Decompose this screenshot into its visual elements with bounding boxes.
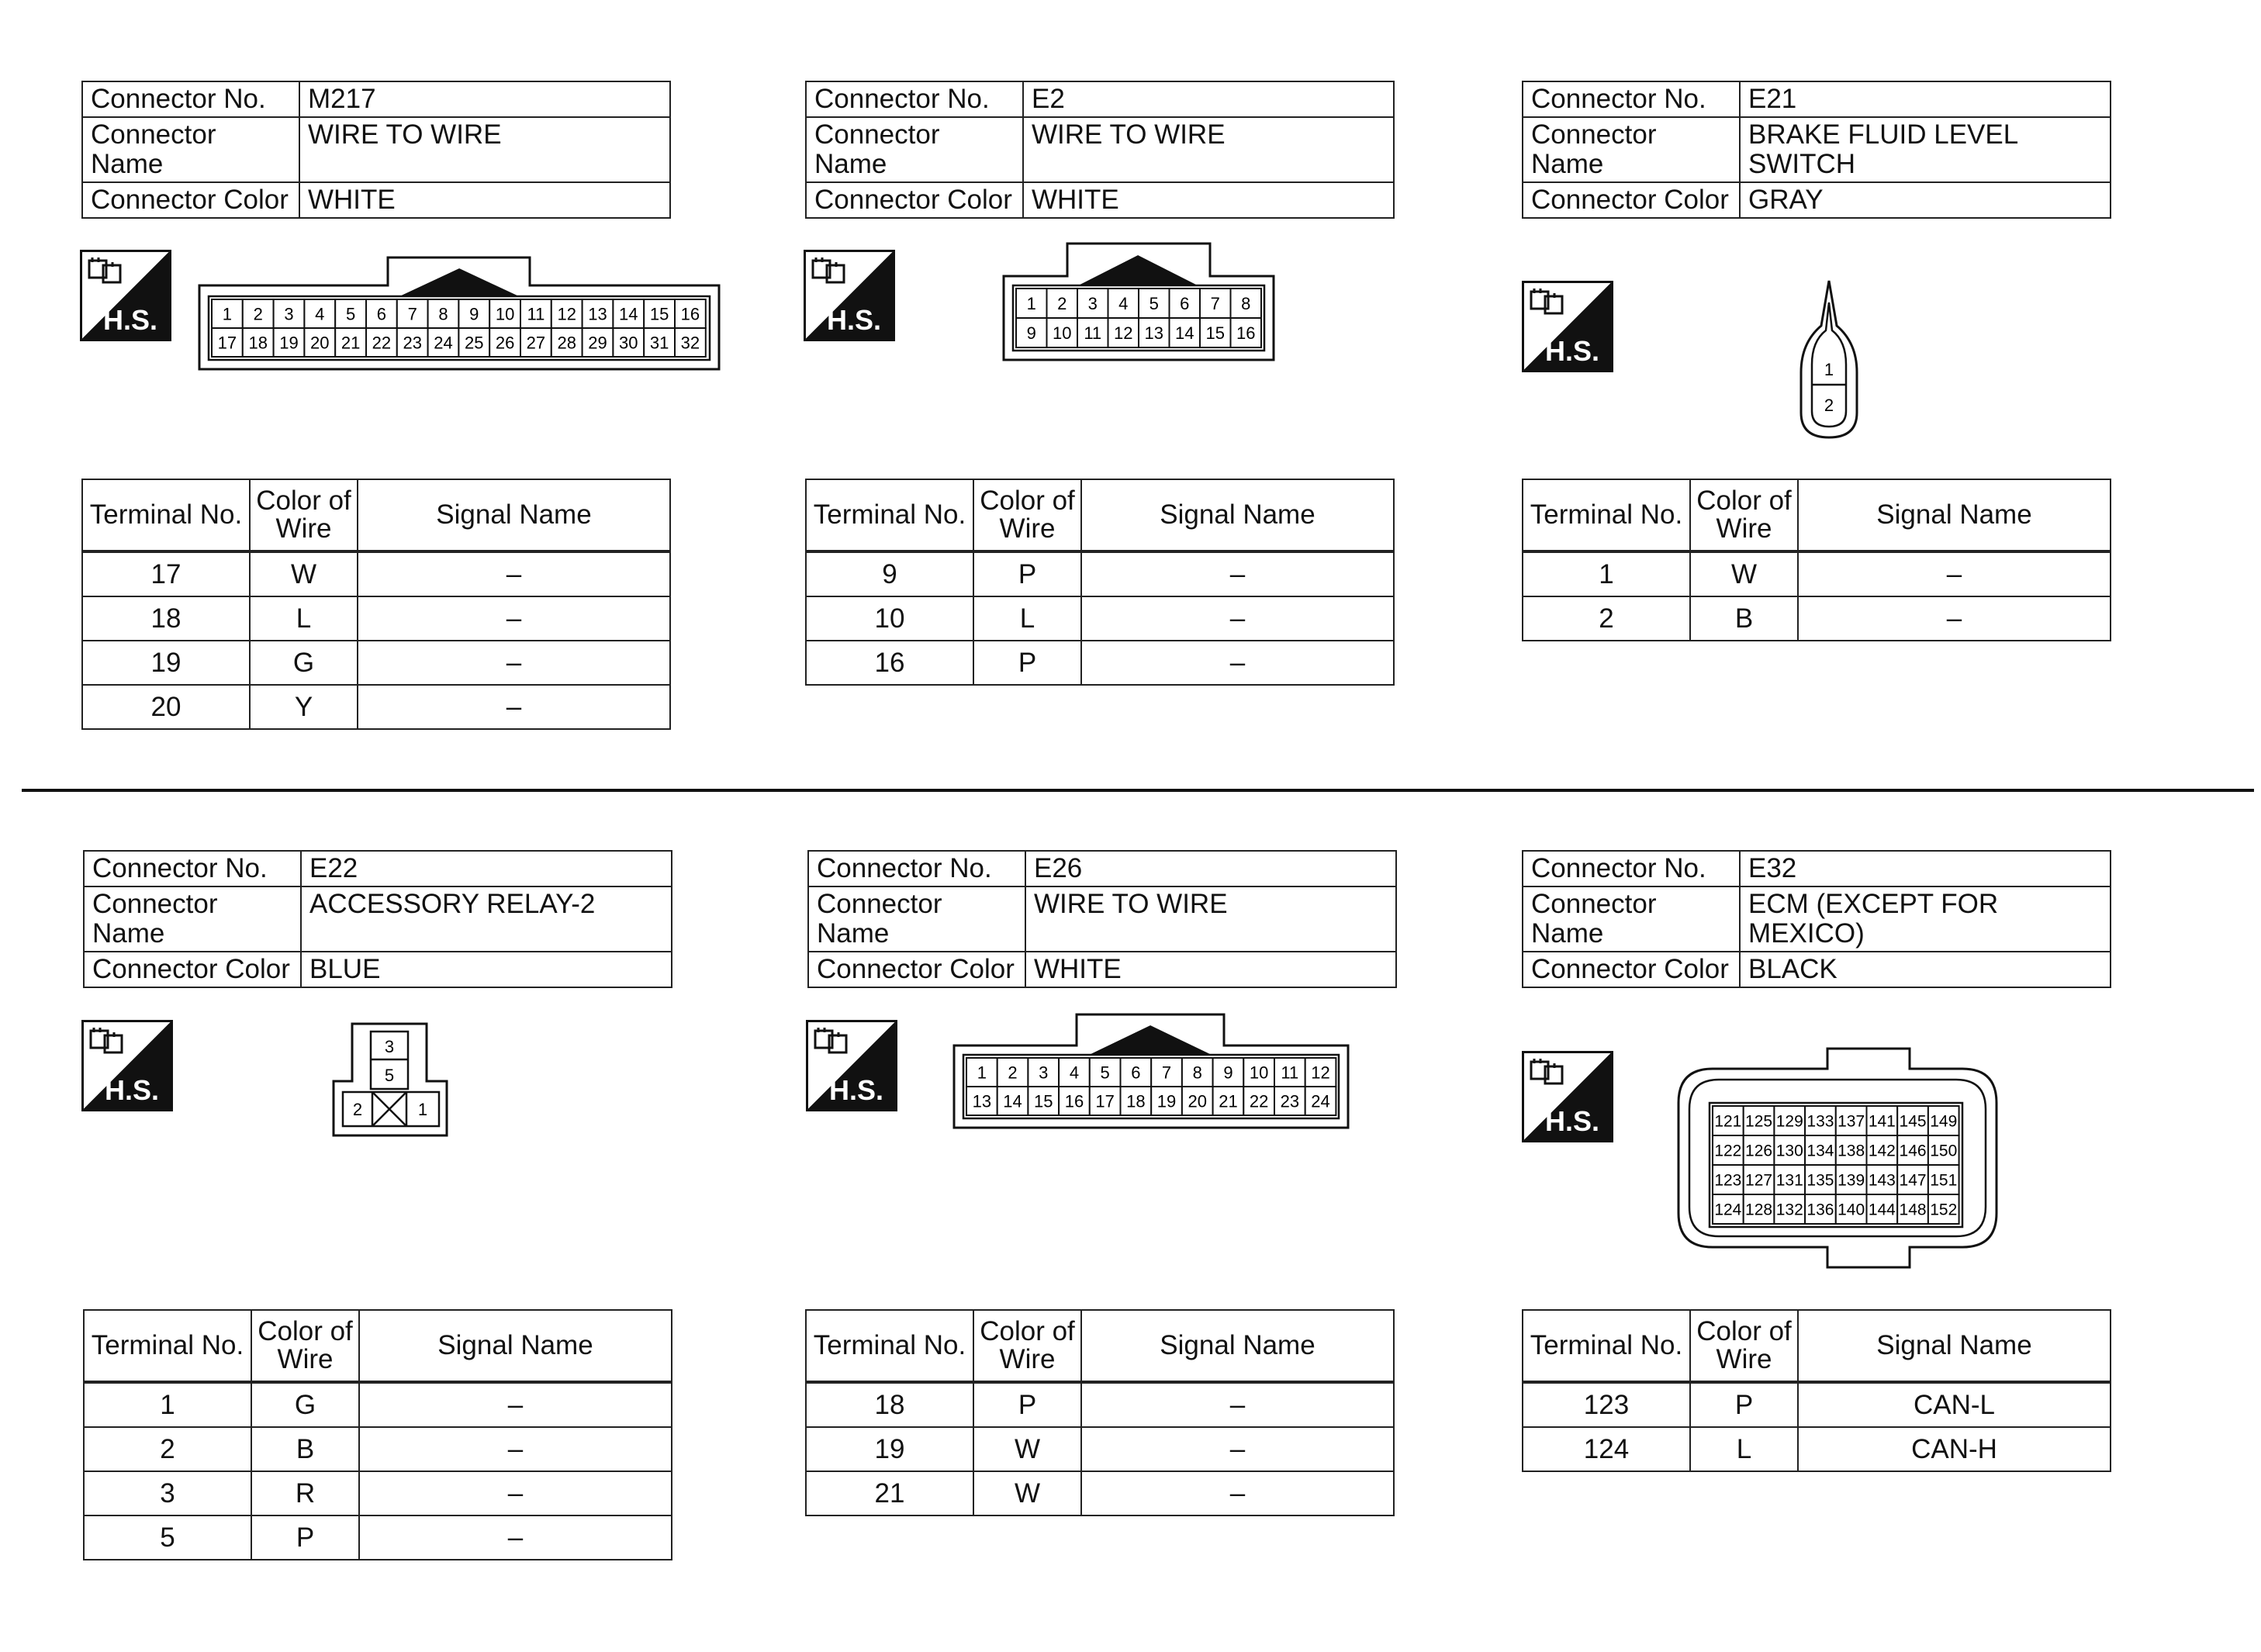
pin-label: 145 xyxy=(1899,1112,1927,1131)
connector-no-label: Connector No. xyxy=(1523,81,1740,117)
pin-label: 1 xyxy=(417,1100,428,1119)
pin-label: 21 xyxy=(1219,1091,1238,1111)
signal-name-header: Signal Name xyxy=(1081,1310,1394,1382)
connector-info-table xyxy=(807,850,1397,988)
pin-label: 138 xyxy=(1837,1142,1865,1160)
pin-label: 150 xyxy=(1930,1142,1958,1160)
pin-label: 1 xyxy=(1824,360,1834,379)
table-row: 18 L – xyxy=(82,596,670,641)
pin-label: 14 xyxy=(1003,1091,1022,1111)
connector-no-value: E22 xyxy=(301,851,672,886)
connector-no-label: Connector No. xyxy=(806,81,1023,117)
pin-label: 6 xyxy=(1180,293,1190,313)
pin-label: 15 xyxy=(1205,323,1225,343)
pin-label: 10 xyxy=(495,304,515,324)
terminal-no-header: Terminal No. xyxy=(1523,479,1690,551)
connector-panel-e21 xyxy=(1522,81,2111,219)
connector-face-m217 xyxy=(198,256,721,372)
signal-name-header: Signal Name xyxy=(358,479,670,551)
pin-label: 5 xyxy=(345,304,356,324)
pin-label: 6 xyxy=(376,304,387,324)
pin-label: 139 xyxy=(1837,1171,1865,1190)
svg-text:H.S.: H.S. xyxy=(102,304,157,336)
pin-label: 3 xyxy=(1039,1063,1049,1083)
pin-label: 141 xyxy=(1868,1112,1896,1131)
pin-label: 22 xyxy=(1249,1091,1269,1111)
pin-label: 27 xyxy=(526,333,546,353)
harness-side-icon xyxy=(804,250,895,341)
pin-label: 11 xyxy=(1281,1063,1299,1083)
pin-label: 3 xyxy=(284,304,294,324)
pin-label: 19 xyxy=(1156,1091,1177,1111)
connector-info-table xyxy=(805,81,1395,219)
pin-label: 16 xyxy=(680,304,700,324)
table-row: 124 L CAN-H xyxy=(1523,1427,2111,1471)
connector-info-table xyxy=(1522,850,2111,988)
table-row: 2 B – xyxy=(84,1427,672,1471)
pin-label: 14 xyxy=(1175,323,1194,343)
connector-name-label: Connector Name xyxy=(806,117,1023,182)
signal-name-header: Signal Name xyxy=(359,1310,672,1382)
terminal-table-e32 xyxy=(1522,1309,2111,1472)
pin-label: 123 xyxy=(1714,1171,1742,1190)
connector-color-label: Connector Color xyxy=(82,182,299,218)
color-of-wire-header: Color of Wire xyxy=(973,479,1081,551)
pin-label: 22 xyxy=(372,333,392,353)
harness-side-icon xyxy=(1522,281,1613,372)
pin-label: 29 xyxy=(588,333,607,353)
connector-info-table xyxy=(1522,81,2111,219)
pin-label: 17 xyxy=(217,333,237,353)
pin-label: 122 xyxy=(1714,1142,1742,1160)
pin-label: 7 xyxy=(407,304,417,324)
pin-label: 9 xyxy=(1026,323,1036,343)
pin-label: 24 xyxy=(1311,1091,1330,1111)
pin-label: 15 xyxy=(649,304,669,324)
connector-info-table xyxy=(81,81,671,219)
pin-label: 8 xyxy=(1192,1063,1202,1083)
pin-label: 13 xyxy=(588,304,607,324)
pin-label: 8 xyxy=(1241,293,1251,313)
connector-color-value: GRAY xyxy=(1740,182,2111,218)
terminal-table-e21 xyxy=(1522,479,2111,641)
connector-no-value: M217 xyxy=(299,81,670,117)
svg-text:H.S.: H.S. xyxy=(828,1074,883,1106)
connector-color-label: Connector Color xyxy=(84,952,301,987)
pin-label: 132 xyxy=(1775,1201,1803,1219)
pin-label: 9 xyxy=(469,304,479,324)
connector-color-label: Connector Color xyxy=(806,182,1023,218)
connector-no-value: E26 xyxy=(1025,851,1396,886)
pin-label: 14 xyxy=(619,304,638,324)
pin-label: 15 xyxy=(1034,1091,1053,1111)
pin-label: 2 xyxy=(1057,293,1067,313)
table-row: 5 P – xyxy=(84,1515,672,1560)
connector-color-value: WHITE xyxy=(1025,952,1396,987)
table-row: 1 G – xyxy=(84,1382,672,1427)
pin-label: 21 xyxy=(341,333,361,353)
harness-side-icon xyxy=(1522,1051,1613,1142)
connector-name-label: Connector Name xyxy=(82,117,299,182)
signal-name-header: Signal Name xyxy=(1081,479,1394,551)
pin-label: 4 xyxy=(1069,1063,1080,1083)
pin-label: 10 xyxy=(1053,323,1072,343)
connector-name-label: Connector Name xyxy=(84,886,301,952)
pin-label: 28 xyxy=(557,333,576,353)
connector-panel-m217 xyxy=(81,81,671,219)
connector-no-value: E2 xyxy=(1023,81,1394,117)
connector-no-value: E32 xyxy=(1740,851,2111,886)
pin-label: 12 xyxy=(1311,1063,1330,1083)
table-row: 10 L – xyxy=(806,596,1394,641)
connector-name-value: ACCESSORY RELAY-2 xyxy=(301,886,672,952)
pin-label: 135 xyxy=(1806,1171,1834,1190)
pin-label: 12 xyxy=(557,304,576,324)
pin-label: 149 xyxy=(1930,1112,1958,1131)
color-of-wire-header: Color of Wire xyxy=(251,1310,359,1382)
harness-side-icon xyxy=(80,250,171,341)
pin-label: 124 xyxy=(1714,1201,1742,1219)
pin-label: 131 xyxy=(1775,1171,1803,1190)
table-row: 21 W – xyxy=(806,1471,1394,1515)
pin-label: 13 xyxy=(1144,323,1163,343)
connector-name-value: BRAKE FLUID LEVEL SWITCH xyxy=(1740,117,2111,182)
pin-label: 127 xyxy=(1745,1171,1773,1190)
connector-name-label: Connector Name xyxy=(808,886,1025,952)
connector-name-value: WIRE TO WIRE xyxy=(1023,117,1394,182)
svg-text:H.S.: H.S. xyxy=(1544,335,1599,367)
pin-label: 146 xyxy=(1899,1142,1927,1160)
pin-label: 130 xyxy=(1775,1142,1803,1160)
pin-label: 25 xyxy=(465,333,484,353)
pin-label: 144 xyxy=(1868,1201,1896,1219)
pin-label: 148 xyxy=(1899,1201,1927,1219)
color-of-wire-header: Color of Wire xyxy=(1690,479,1798,551)
terminal-no-header: Terminal No. xyxy=(806,479,973,551)
connector-color-value: BLUE xyxy=(301,952,672,987)
pin-label: 19 xyxy=(279,333,299,353)
connector-color-value: WHITE xyxy=(1023,182,1394,218)
harness-side-icon xyxy=(81,1020,173,1111)
table-row: 16 P – xyxy=(806,641,1394,685)
pin-label: 17 xyxy=(1095,1091,1115,1111)
pin-label: 136 xyxy=(1806,1201,1834,1219)
pin-label: 26 xyxy=(495,333,515,353)
table-row: 19 G – xyxy=(82,641,670,685)
connector-color-label: Connector Color xyxy=(808,952,1025,987)
pin-label: 133 xyxy=(1806,1112,1834,1131)
connector-no-label: Connector No. xyxy=(82,81,299,117)
connector-color-value: BLACK xyxy=(1740,952,2111,987)
table-row: 123 P CAN-L xyxy=(1523,1382,2111,1427)
pin-label: 20 xyxy=(1188,1091,1207,1111)
pin-label: 140 xyxy=(1837,1201,1865,1219)
pin-label: 5 xyxy=(384,1066,395,1085)
color-of-wire-header: Color of Wire xyxy=(250,479,358,551)
connector-name-value: WIRE TO WIRE xyxy=(299,117,670,182)
pin-label: 128 xyxy=(1745,1201,1773,1219)
pin-label: 143 xyxy=(1868,1171,1896,1190)
pin-label: 1 xyxy=(977,1063,987,1083)
pin-label: 11 xyxy=(1084,323,1102,343)
pin-label: 121 xyxy=(1714,1112,1742,1131)
pin-label: 16 xyxy=(1236,323,1256,343)
pin-label: 4 xyxy=(315,304,325,324)
pin-label: 1 xyxy=(1026,293,1036,313)
connector-no-value: E21 xyxy=(1740,81,2111,117)
terminal-no-header: Terminal No. xyxy=(806,1310,973,1382)
pin-label: 3 xyxy=(384,1037,395,1056)
pin-label: 147 xyxy=(1899,1171,1927,1190)
table-row: 18 P – xyxy=(806,1382,1394,1427)
pin-label: 7 xyxy=(1210,293,1220,313)
connector-info-table xyxy=(83,850,672,988)
connector-face-e22 xyxy=(332,1022,448,1137)
connector-panel-e22 xyxy=(83,850,672,988)
pin-label: 8 xyxy=(438,304,448,324)
table-row: 20 Y – xyxy=(82,685,670,729)
pin-label: 151 xyxy=(1930,1171,1958,1190)
pin-label: 1 xyxy=(222,304,233,324)
pin-label: 4 xyxy=(1118,293,1129,313)
pin-label: 31 xyxy=(649,333,669,353)
pin-label: 2 xyxy=(352,1100,363,1119)
section-divider xyxy=(22,789,2254,792)
pin-label: 134 xyxy=(1806,1142,1834,1160)
svg-text:H.S.: H.S. xyxy=(1544,1105,1599,1137)
terminal-no-header: Terminal No. xyxy=(82,479,250,551)
pin-label: 32 xyxy=(680,333,700,353)
connector-no-label: Connector No. xyxy=(84,851,301,886)
pin-label: 11 xyxy=(527,304,545,324)
connector-color-value: WHITE xyxy=(299,182,670,218)
table-row: 17 W – xyxy=(82,551,670,596)
table-row: 19 W – xyxy=(806,1427,1394,1471)
table-row: 9 P – xyxy=(806,551,1394,596)
pin-label: 5 xyxy=(1149,293,1159,313)
pin-label: 20 xyxy=(310,333,330,353)
pin-label: 5 xyxy=(1100,1063,1110,1083)
pin-label: 23 xyxy=(403,333,422,353)
pin-label: 2 xyxy=(1824,396,1834,415)
connector-face-e32 xyxy=(1675,1047,2001,1272)
svg-text:H.S.: H.S. xyxy=(826,304,881,336)
terminal-table-m217 xyxy=(81,479,671,730)
pin-label: 23 xyxy=(1280,1091,1300,1111)
pin-label: 16 xyxy=(1064,1091,1084,1111)
connector-no-label: Connector No. xyxy=(808,851,1025,886)
connector-face-e21 xyxy=(1798,279,1860,442)
pin-label: 18 xyxy=(1126,1091,1146,1111)
connector-face-e26 xyxy=(952,1013,1350,1131)
pin-label: 6 xyxy=(1131,1063,1141,1083)
signal-name-header: Signal Name xyxy=(1798,1310,2111,1382)
pin-label: 13 xyxy=(972,1091,992,1111)
terminal-table-e26 xyxy=(805,1309,1395,1516)
table-row: 3 R – xyxy=(84,1471,672,1515)
pin-label: 137 xyxy=(1837,1112,1865,1131)
pin-label: 142 xyxy=(1868,1142,1896,1160)
pin-label: 3 xyxy=(1087,293,1098,313)
table-row: 2 B – xyxy=(1523,596,2111,641)
pin-label: 7 xyxy=(1161,1063,1172,1083)
connector-panel-e32 xyxy=(1522,850,2111,988)
pin-label: 152 xyxy=(1930,1201,1958,1219)
pin-label: 24 xyxy=(434,333,453,353)
color-of-wire-header: Color of Wire xyxy=(973,1310,1081,1382)
connector-name-value: WIRE TO WIRE xyxy=(1025,886,1396,952)
pin-label: 18 xyxy=(248,333,268,353)
connector-color-label: Connector Color xyxy=(1523,182,1740,218)
pin-label: 125 xyxy=(1745,1112,1773,1131)
connector-color-label: Connector Color xyxy=(1523,952,1740,987)
signal-name-header: Signal Name xyxy=(1798,479,2111,551)
svg-text:H.S.: H.S. xyxy=(104,1074,159,1106)
connector-name-value: ECM (EXCEPT FOR MEXICO) xyxy=(1740,886,2111,952)
pin-label: 30 xyxy=(619,333,638,353)
terminal-no-header: Terminal No. xyxy=(1523,1310,1690,1382)
pin-label: 126 xyxy=(1745,1142,1773,1160)
table-row: 1 W – xyxy=(1523,551,2111,596)
terminal-no-header: Terminal No. xyxy=(84,1310,251,1382)
pin-label: 2 xyxy=(253,304,263,324)
color-of-wire-header: Color of Wire xyxy=(1690,1310,1798,1382)
connector-face-e2 xyxy=(1002,242,1275,363)
harness-side-icon xyxy=(806,1020,897,1111)
pin-label: 2 xyxy=(1008,1063,1018,1083)
pin-label: 12 xyxy=(1114,323,1133,343)
pin-label: 9 xyxy=(1223,1063,1233,1083)
connector-panel-e2 xyxy=(805,81,1395,219)
connector-panel-e26 xyxy=(807,850,1397,988)
connector-no-label: Connector No. xyxy=(1523,851,1740,886)
terminal-table-e22 xyxy=(83,1309,672,1560)
connector-name-label: Connector Name xyxy=(1523,886,1740,952)
connector-name-label: Connector Name xyxy=(1523,117,1740,182)
pin-label: 129 xyxy=(1775,1112,1803,1131)
pin-label: 10 xyxy=(1249,1063,1269,1083)
terminal-table-e2 xyxy=(805,479,1395,686)
